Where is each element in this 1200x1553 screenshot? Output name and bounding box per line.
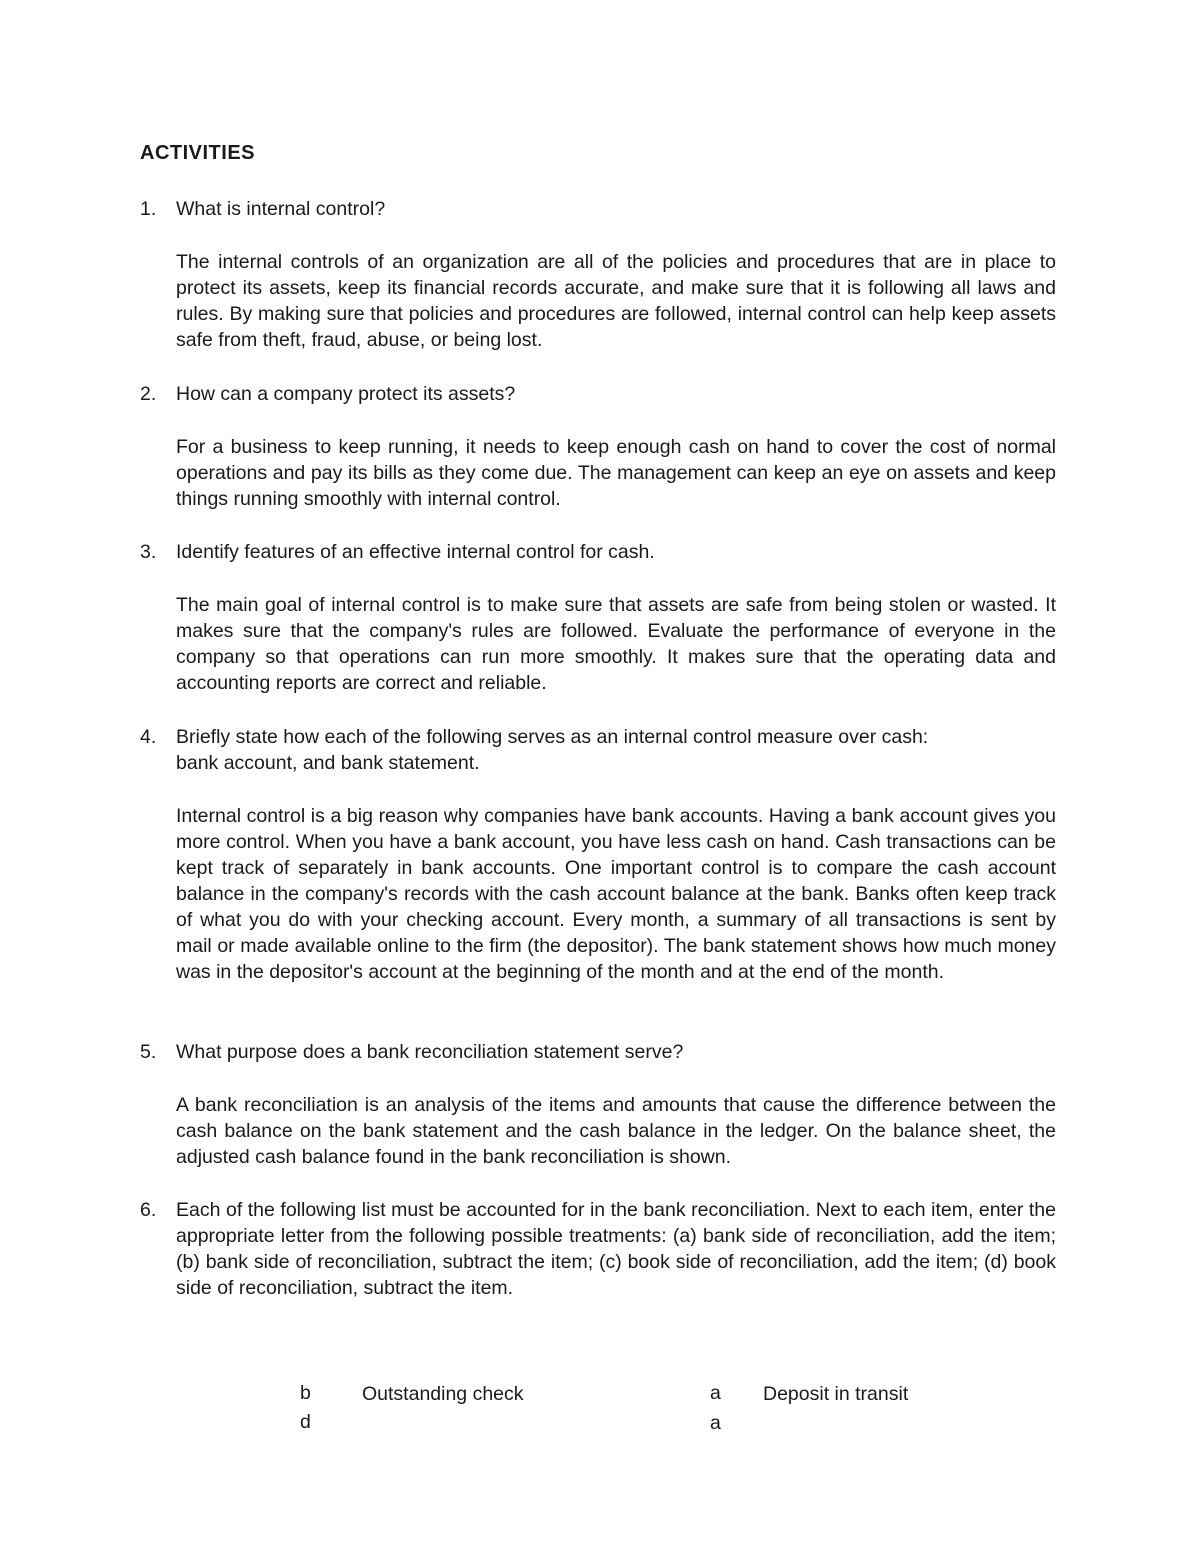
row-1-left-letter: b — [300, 1382, 311, 1404]
row-1-right-letter: a — [710, 1382, 721, 1404]
question-3-text: Identify features of an effective internal control for cash. — [176, 541, 655, 563]
question-4-number: 4. — [140, 726, 157, 748]
page-heading: ACTIVITIES — [140, 142, 256, 164]
question-4-text-line2: bank account, and bank statement. — [176, 752, 480, 774]
question-1-number: 1. — [140, 198, 157, 220]
answer-3-text: The main goal of internal control is to make sure that assets are safe from being stolen or wasted. It makes sure that the company's rules are followed. Evaluate the performance of everyone in the company so that operations can run more smoothly. It makes sure that the operating data and accounting reports are correct and reliable. — [176, 594, 1056, 694]
question-6-text: Each of the following list must be accounted for in the bank reconciliation. Next to each item, enter the appropriate letter from the following possible treatments: (a) bank side of reconciliation, add the item; (b) bank side of reconciliation, subtract the item; (c) book side of reconciliation, add the item; (d) book side of reconciliation, subtract the item. — [176, 1199, 1056, 1299]
row-1-left-item: Outstanding check — [362, 1383, 524, 1405]
answer-5-text: A bank reconciliation is an analysis of the items and amounts that cause the difference between the cash balance on the bank statement and the cash balance in the ledger. On the balance sheet, the adjusted cash balance found in the bank reconciliation is shown. — [176, 1094, 1056, 1168]
question-5-text: What purpose does a bank reconciliation statement serve? — [176, 1041, 684, 1063]
question-2-number: 2. — [140, 383, 157, 405]
question-5-number: 5. — [140, 1041, 157, 1063]
row-2-left-letter: d — [300, 1411, 311, 1433]
row-1-right-item: Deposit in transit — [763, 1383, 909, 1405]
answer-4-text: Internal control is a big reason why companies have bank accounts. Having a bank account gives you more control. When you have a bank account, you have less cash on hand. Cash transactions can be kept track of separately in bank accounts. One important control is to compare the cash account balance in the company's records with the cash account balance at the bank. Banks often keep track of what you do with your checking account. Every month, a summary of all transactions is sent by mail or made available online to the firm (the depositor). The bank statement shows how much money was in the depositor's account at the beginning of the month and at the end of the month. — [176, 805, 1056, 983]
answer-1-text: The internal controls of an organization are all of the policies and procedures that are in place to protect its assets, keep its financial records accurate, and make sure that it is following all laws and rules. By making sure that policies and procedures are followed, internal control can help keep assets safe from theft, fraud, abuse, or being lost. — [176, 251, 1056, 351]
answer-2-text: For a business to keep running, it needs to keep enough cash on hand to cover the cost of normal operations and pay its bills as they come due. The management can keep an eye on assets and keep things running smoothly with internal control. — [176, 436, 1056, 510]
question-1-text: What is internal control? — [176, 198, 386, 220]
row-2-right-letter: a — [710, 1412, 721, 1434]
question-2-text: How can a company protect its assets? — [176, 383, 516, 405]
question-4-text: Briefly state how each of the following serves as an internal control measure over cash: — [176, 726, 929, 748]
question-6-number: 6. — [140, 1199, 157, 1221]
question-3-number: 3. — [140, 541, 157, 563]
